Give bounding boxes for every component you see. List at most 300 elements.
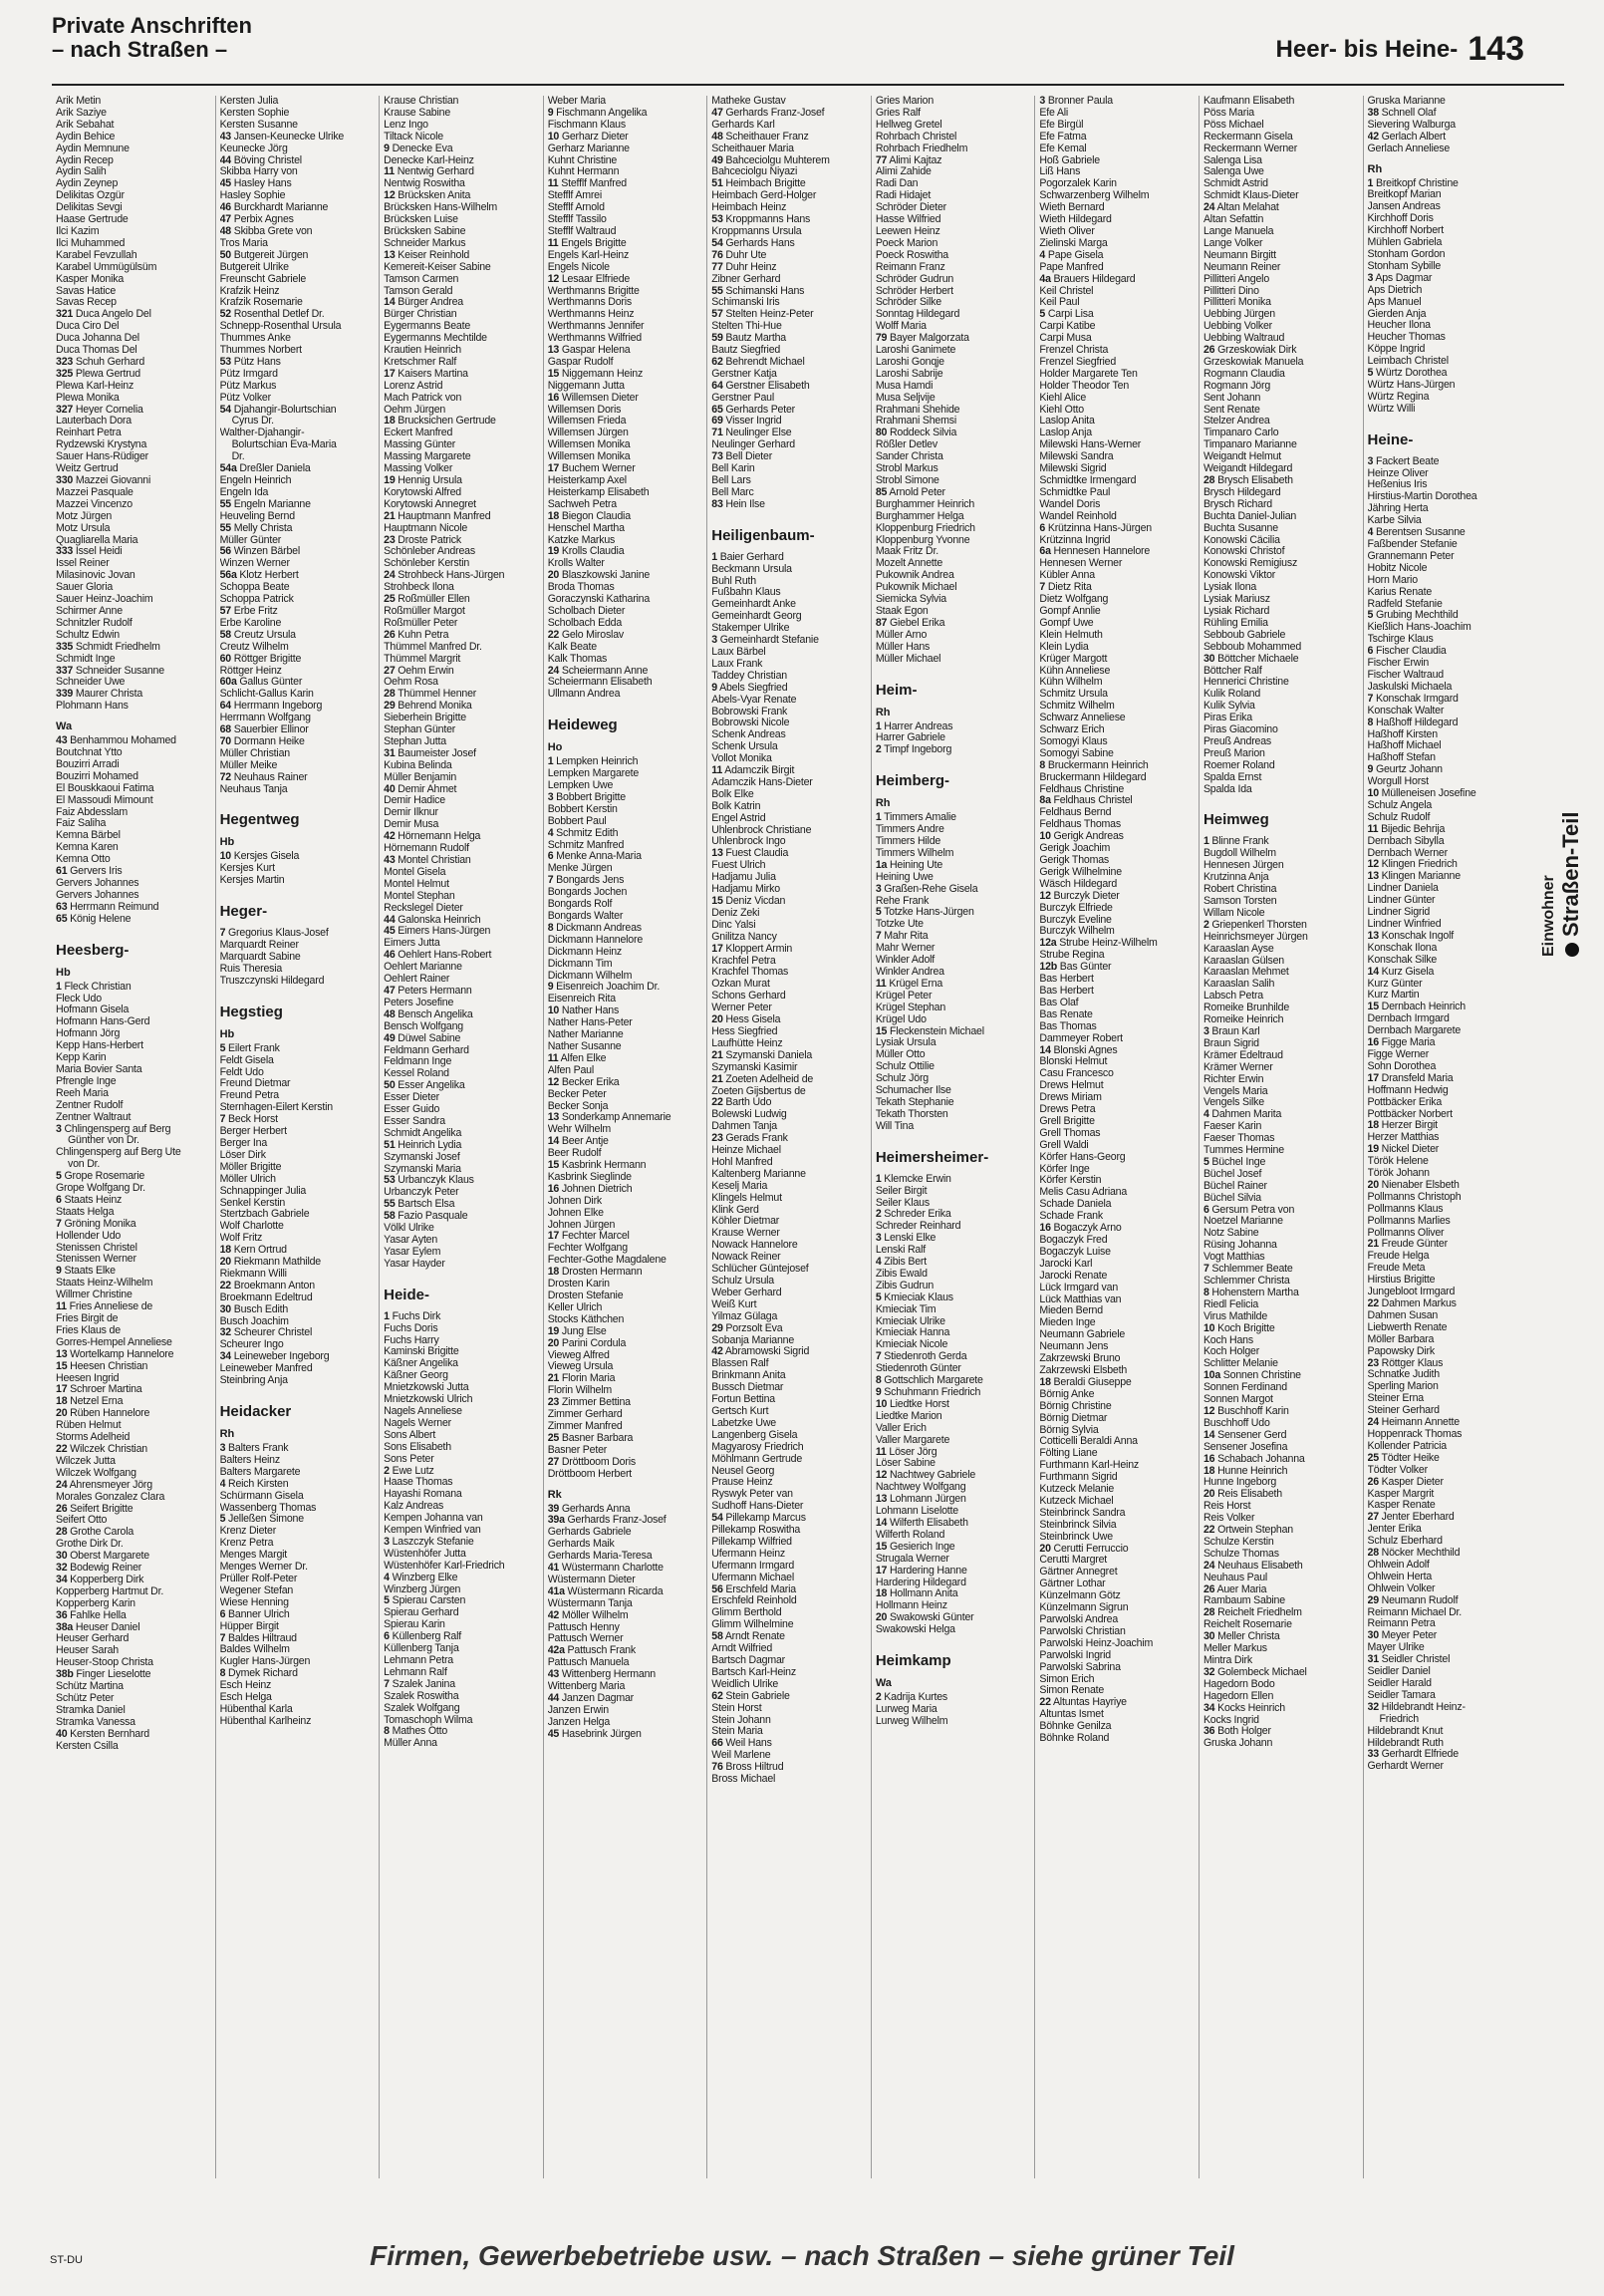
resident-name: Ryswyk Peter van bbox=[711, 1489, 793, 1501]
resident-name: Schlitter Melanie bbox=[1203, 1358, 1278, 1370]
resident-entry bbox=[548, 959, 703, 971]
resident-name: Salenga Uwe bbox=[1203, 166, 1264, 178]
resident-name: Brucksichen Gertrude bbox=[398, 416, 496, 428]
resident-entry bbox=[384, 1655, 539, 1667]
resident-entry bbox=[56, 1681, 211, 1693]
resident-name: Dahmen Susan bbox=[1367, 1309, 1439, 1321]
resident-entry bbox=[1203, 1382, 1359, 1394]
resident-name: Aydin Salih bbox=[56, 166, 107, 178]
house-number: 46 bbox=[384, 950, 396, 962]
resident-name: Sonnen Ferdinand bbox=[1203, 1382, 1287, 1394]
resident-name: Brinkmann Anita bbox=[711, 1370, 786, 1382]
house-number: 6a bbox=[1039, 546, 1051, 558]
resident-name: Hasley Hans bbox=[233, 178, 292, 190]
resident-name: Liedtke Horst bbox=[889, 1398, 949, 1410]
resident-name: Gesierich Inge bbox=[889, 1541, 955, 1553]
resident-entry bbox=[548, 1705, 703, 1717]
directory-column bbox=[871, 96, 1035, 2178]
resident-entry bbox=[711, 908, 867, 920]
house-number: 5 bbox=[219, 1042, 226, 1054]
resident-name: Sander Christa bbox=[875, 451, 943, 463]
resident-name: Finger Lieselotte bbox=[76, 1669, 151, 1681]
house-number: 43 bbox=[219, 131, 231, 143]
resident-name: Holder Margarete Ten bbox=[1039, 368, 1138, 380]
resident-entry bbox=[876, 1327, 1031, 1339]
house-number: 72 bbox=[219, 771, 231, 783]
resident-entry bbox=[711, 1394, 867, 1406]
resident-name: Feldt Udo bbox=[219, 1066, 264, 1078]
resident-entry bbox=[56, 1408, 211, 1420]
resident-name: Hoß Gabriele bbox=[1039, 154, 1100, 166]
resident-name: Heyer Cornelia bbox=[75, 404, 143, 416]
resident-name: Gervers Johannes bbox=[56, 889, 139, 901]
resident-entry bbox=[876, 345, 1031, 357]
resident-entry bbox=[1368, 718, 1523, 729]
district-code: Wa bbox=[875, 1677, 892, 1690]
resident-entry bbox=[1203, 202, 1359, 214]
resident-name: Schons Gerhard bbox=[711, 991, 786, 1003]
resident-name: Pollmanns Christoph bbox=[1367, 1191, 1462, 1203]
resident-name: Drews Petra bbox=[1039, 1104, 1096, 1116]
resident-entry bbox=[711, 741, 867, 753]
resident-entry bbox=[1039, 1436, 1195, 1448]
resident-name: Körfer Hans-Georg bbox=[1039, 1151, 1126, 1163]
resident-entry bbox=[1368, 1369, 1523, 1381]
house-number: 1 bbox=[1203, 836, 1209, 848]
resident-name: Werthmanns Heinz bbox=[547, 309, 635, 321]
resident-name: Pape Gisela bbox=[1047, 249, 1104, 261]
resident-name: Werthmanns Jennifer bbox=[547, 321, 645, 333]
house-number: 1a bbox=[875, 859, 888, 871]
resident-entry bbox=[711, 1561, 867, 1573]
resident-name: Eygermanns Mechtilde bbox=[384, 333, 487, 345]
resident-entry bbox=[876, 1482, 1031, 1494]
resident-entry bbox=[711, 202, 867, 214]
resident-entry bbox=[56, 606, 211, 618]
resident-name: Kmieciak Nicole bbox=[875, 1339, 948, 1351]
resident-name: Pfrengle Inge bbox=[56, 1075, 117, 1087]
resident-name: Hasse Wilfried bbox=[875, 214, 941, 226]
resident-name: Winzen Bärbel bbox=[233, 546, 300, 558]
house-number: 3 bbox=[875, 1233, 882, 1245]
resident-name: Koch Hans bbox=[1203, 1334, 1253, 1346]
resident-name: Rüben Helmut bbox=[56, 1420, 122, 1432]
resident-name: Timmers Hilde bbox=[875, 836, 941, 848]
resident-name: Haase Gertrude bbox=[56, 214, 129, 226]
resident-name: Heinrich Lydia bbox=[398, 1139, 462, 1151]
resident-entry bbox=[220, 1467, 376, 1479]
resident-entry bbox=[1368, 309, 1523, 321]
resident-name: Gersum Petra von bbox=[1211, 1204, 1295, 1216]
resident-name: Kopperberg Hartmut Dr. bbox=[56, 1585, 164, 1597]
resident-name: Menke Jürgen bbox=[547, 863, 613, 875]
resident-entry bbox=[1203, 487, 1359, 499]
resident-entry bbox=[1039, 321, 1195, 333]
resident-name: Altuntas Hayriye bbox=[1052, 1697, 1127, 1709]
resident-name: Menges Margit bbox=[219, 1550, 288, 1562]
resident-entry bbox=[876, 1269, 1031, 1281]
resident-entry bbox=[56, 1586, 211, 1598]
house-number: 14 bbox=[1367, 966, 1379, 978]
resident-name: Bouzirri Mohamed bbox=[56, 770, 138, 782]
district-code: Rh bbox=[219, 1428, 235, 1440]
resident-name: Willam Nicole bbox=[1203, 907, 1265, 919]
resident-name: Kloppenburg Friedrich bbox=[875, 522, 975, 534]
resident-entry bbox=[711, 576, 867, 588]
resident-name: Notz Sabine bbox=[1203, 1228, 1259, 1240]
resident-entry bbox=[1203, 1299, 1359, 1311]
resident-name: Fazio Pasquale bbox=[398, 1211, 468, 1223]
resident-name: Stein Johann bbox=[711, 1714, 771, 1726]
resident-entry bbox=[1039, 1341, 1195, 1353]
resident-name: Kempen Winfried van bbox=[384, 1525, 481, 1537]
resident-entry bbox=[56, 226, 211, 238]
resident-name: Mieden Inge bbox=[1039, 1317, 1096, 1329]
resident-entry bbox=[548, 875, 703, 887]
resident-name: Montel Helmut bbox=[384, 878, 449, 890]
resident-entry bbox=[711, 144, 867, 155]
resident-entry bbox=[876, 286, 1031, 298]
resident-entry bbox=[1039, 807, 1195, 819]
house-number: 19 bbox=[384, 475, 396, 486]
resident-name: Gerhards Peter bbox=[725, 404, 796, 416]
resident-entry bbox=[1368, 1002, 1523, 1013]
resident-entry bbox=[876, 108, 1031, 120]
resident-entry bbox=[1203, 701, 1359, 713]
resident-entry bbox=[1039, 1413, 1195, 1425]
resident-entry bbox=[220, 689, 376, 701]
resident-entry bbox=[384, 1513, 539, 1525]
resident-name: Hollmann Anita bbox=[889, 1588, 958, 1600]
house-number: 16 bbox=[1203, 1453, 1215, 1465]
house-number: 41a bbox=[547, 1585, 565, 1597]
resident-name: Yilmaz Gülaga bbox=[711, 1310, 778, 1322]
resident-entry bbox=[548, 1373, 703, 1385]
resident-entry bbox=[711, 1346, 867, 1358]
resident-name: Stephan Günter bbox=[384, 724, 456, 736]
resident-name: Perbix Agnes bbox=[233, 214, 294, 226]
resident-entry bbox=[548, 816, 703, 828]
house-number: 12 bbox=[547, 1076, 560, 1088]
resident-name: Engels Nicole bbox=[547, 261, 610, 273]
resident-entry bbox=[876, 511, 1031, 523]
resident-name: Kugler Hans-Jürgen bbox=[219, 1656, 311, 1668]
resident-name: Würtz Dorothea bbox=[1375, 368, 1448, 380]
resident-name: Kaltenberg Marianne bbox=[711, 1168, 806, 1180]
resident-entry bbox=[1203, 1276, 1359, 1288]
resident-name: Hörnemann Helga bbox=[398, 831, 481, 843]
resident-name: Steinbrinck Silvia bbox=[1039, 1519, 1117, 1531]
house-number: 32 bbox=[56, 1563, 68, 1575]
resident-name: Sensener Gerd bbox=[1217, 1429, 1287, 1441]
resident-entry bbox=[56, 982, 211, 994]
house-number: 25 bbox=[384, 594, 396, 606]
house-number: 58 bbox=[711, 1631, 723, 1643]
resident-entry bbox=[56, 1231, 211, 1243]
resident-name: Willemsen Frieda bbox=[547, 416, 627, 428]
house-number: 47 bbox=[711, 107, 723, 119]
resident-name: Deniz Zeki bbox=[711, 907, 760, 919]
resident-entry bbox=[220, 1078, 376, 1090]
resident-entry bbox=[1039, 677, 1195, 689]
resident-name: Freude Helga bbox=[1367, 1251, 1430, 1263]
resident-entry bbox=[876, 1049, 1031, 1061]
resident-name: Krutzinna Anja bbox=[1203, 872, 1269, 884]
resident-name: Prause Heinz bbox=[711, 1477, 773, 1489]
resident-name: Gottschlich Margarete bbox=[884, 1375, 983, 1387]
resident-name: Pollmanns Marlies bbox=[1367, 1215, 1451, 1227]
resident-entry bbox=[1039, 214, 1195, 226]
resident-name: Barth Udo bbox=[725, 1097, 772, 1109]
house-number: 7 bbox=[219, 1114, 226, 1126]
resident-entry bbox=[1203, 1228, 1359, 1240]
resident-name: Dammeyer Robert bbox=[1039, 1032, 1123, 1044]
house-number: 7 bbox=[1367, 693, 1374, 705]
resident-entry bbox=[711, 1466, 867, 1478]
resident-entry bbox=[548, 804, 703, 816]
resident-entry bbox=[548, 863, 703, 875]
resident-name: Ufermann Irmgard bbox=[711, 1560, 795, 1572]
resident-entry bbox=[56, 747, 211, 759]
resident-entry bbox=[1203, 1691, 1359, 1703]
resident-entry bbox=[1368, 1346, 1523, 1358]
street-heading: Heimweg bbox=[1203, 811, 1269, 829]
resident-name: Schmidt Friedhelm bbox=[75, 641, 160, 653]
resident-entry bbox=[548, 1029, 703, 1041]
house-number: 80 bbox=[875, 428, 888, 439]
resident-name: Löser Dirk bbox=[219, 1149, 266, 1161]
resident-entry bbox=[220, 558, 376, 570]
resident-entry bbox=[548, 1361, 703, 1373]
resident-name: Aydin Recep bbox=[56, 154, 114, 166]
resident-name: Bross Michael bbox=[711, 1774, 776, 1786]
house-number: 49 bbox=[711, 154, 723, 166]
resident-entry bbox=[220, 1339, 376, 1351]
resident-entry bbox=[548, 887, 703, 899]
resident-name: Herzer Matthias bbox=[1367, 1132, 1440, 1144]
resident-name: Müller Michael bbox=[875, 653, 941, 665]
resident-name: Noetzel Marianne bbox=[1203, 1216, 1283, 1228]
resident-name: Szalek Roswitha bbox=[384, 1690, 459, 1702]
resident-name: Broda Thomas bbox=[547, 582, 615, 594]
resident-name: Pattusch Manuela bbox=[547, 1657, 630, 1669]
resident-entry bbox=[711, 611, 867, 623]
resident-name: Kalk Thomas bbox=[547, 653, 608, 665]
resident-entry bbox=[876, 1109, 1031, 1121]
resident-name: Bas Renate bbox=[1039, 1008, 1093, 1020]
resident-name: Zoeten Adelheid de bbox=[725, 1073, 814, 1085]
resident-name: Hirstius-Martin Dorothea bbox=[1367, 491, 1477, 503]
resident-name: Balters Frank bbox=[228, 1443, 289, 1454]
resident-name: Romeike Heinrich bbox=[1203, 1014, 1284, 1026]
house-number: 48 bbox=[711, 131, 723, 143]
resident-entry bbox=[548, 582, 703, 594]
resident-name: Herrmann Ingeborg bbox=[233, 701, 323, 713]
resident-name: Hellweg Gretel bbox=[875, 119, 942, 131]
resident-name: Fries Klaus de bbox=[56, 1324, 121, 1336]
resident-entry bbox=[384, 1477, 539, 1489]
resident-entry bbox=[384, 606, 539, 618]
resident-entry bbox=[56, 108, 211, 120]
resident-name: Krämer Edeltraud bbox=[1203, 1049, 1283, 1061]
resident-name: Löser Sabine bbox=[875, 1458, 936, 1470]
house-number: 6 bbox=[1203, 1204, 1209, 1216]
resident-entry bbox=[56, 666, 211, 678]
resident-entry bbox=[876, 439, 1031, 451]
resident-entry bbox=[220, 952, 376, 964]
resident-name: Blaszkowski Janine bbox=[561, 570, 651, 582]
resident-name: Stonham Gordon bbox=[1367, 248, 1446, 260]
resident-entry bbox=[1039, 166, 1195, 178]
house-number: 17 bbox=[711, 943, 723, 955]
resident-name: Neuhaus Rainer bbox=[233, 771, 308, 783]
resident-name: Haßhoff Stefan bbox=[1367, 752, 1436, 764]
resident-name: El Bouskkaoui Fatima bbox=[56, 782, 154, 794]
resident-entry bbox=[1203, 689, 1359, 701]
resident-name: Kaufmann Elisabeth bbox=[1203, 96, 1295, 107]
resident-name: Ilci Muhammed bbox=[56, 237, 126, 249]
resident-entry bbox=[56, 1527, 211, 1539]
resident-entry bbox=[220, 238, 376, 250]
resident-entry bbox=[876, 884, 1031, 896]
resident-name: Duhr Heinz bbox=[725, 261, 777, 273]
resident-name: Arik Sebahat bbox=[56, 119, 115, 131]
resident-name: Duca Johanna Del bbox=[56, 333, 139, 345]
resident-entry bbox=[711, 1276, 867, 1288]
resident-name: Steiner Gerhard bbox=[1367, 1405, 1440, 1417]
house-number: 11 bbox=[547, 1052, 559, 1064]
resident-entry bbox=[1368, 967, 1523, 979]
resident-entry bbox=[384, 998, 539, 1009]
resident-name: Lysiak Ilona bbox=[1203, 582, 1257, 594]
resident-entry bbox=[56, 381, 211, 393]
resident-name: Somogyi Klaus bbox=[1039, 735, 1108, 747]
resident-entry bbox=[876, 1061, 1031, 1073]
resident-entry bbox=[384, 155, 539, 167]
resident-entry bbox=[1203, 1074, 1359, 1086]
house-number: 47 bbox=[384, 985, 396, 997]
resident-entry bbox=[548, 1208, 703, 1220]
resident-name: Hess Siegfried bbox=[711, 1025, 778, 1037]
resident-name: Spalda Ida bbox=[1203, 783, 1252, 795]
house-number: 21 bbox=[711, 1073, 723, 1085]
resident-name: Oehm Erwin bbox=[398, 665, 454, 677]
resident-entry bbox=[384, 1667, 539, 1679]
resident-name: Motz Ursula bbox=[56, 522, 111, 534]
resident-name: Drosten Karin bbox=[547, 1279, 610, 1291]
resident-entry bbox=[384, 713, 539, 724]
resident-name: Engel Astrid bbox=[711, 812, 766, 824]
resident-name: Pattusch Henny bbox=[547, 1621, 620, 1633]
resident-name: Karabel Fevzullah bbox=[56, 249, 137, 261]
resident-entry bbox=[1203, 872, 1359, 884]
resident-entry bbox=[1203, 345, 1359, 357]
resident-entry bbox=[1203, 860, 1359, 872]
resident-entry bbox=[1368, 1120, 1523, 1132]
resident-entry bbox=[1368, 404, 1523, 416]
resident-name: Cerutti Ferruccio bbox=[1053, 1543, 1129, 1555]
resident-entry bbox=[1203, 1631, 1359, 1643]
resident-entry bbox=[220, 1233, 376, 1245]
resident-entry bbox=[876, 274, 1031, 286]
house-number: 43 bbox=[384, 855, 396, 866]
resident-entry bbox=[1203, 262, 1359, 274]
resident-name: Ahrensmeyer Jörg bbox=[69, 1479, 152, 1491]
resident-entry bbox=[1203, 546, 1359, 558]
house-number: 39a bbox=[547, 1515, 565, 1527]
resident-name: Golembeck Michael bbox=[1217, 1666, 1307, 1678]
resident-entry bbox=[1368, 1037, 1523, 1049]
resident-name: Harrer Gabriele bbox=[875, 732, 945, 744]
resident-name: Grothe Dirk Dr. bbox=[56, 1539, 124, 1551]
house-number: 1 bbox=[711, 551, 717, 563]
resident-entry bbox=[1368, 1726, 1523, 1738]
resident-name: Lück Matthias van bbox=[1039, 1293, 1122, 1305]
resident-name: Neumann Gabriele bbox=[1039, 1329, 1126, 1341]
resident-entry bbox=[56, 523, 211, 535]
resident-name: Böttcher Michaele bbox=[1217, 653, 1299, 665]
resident-name: Gerlach Albert bbox=[1381, 131, 1446, 143]
resident-entry bbox=[876, 166, 1031, 178]
resident-name: Schenk Ursula bbox=[711, 741, 778, 753]
house-number: 15 bbox=[875, 1541, 888, 1553]
house-number: 52 bbox=[219, 309, 231, 321]
resident-entry bbox=[876, 1245, 1031, 1257]
resident-entry bbox=[548, 1457, 703, 1469]
resident-entry bbox=[711, 1228, 867, 1240]
resident-entry bbox=[1039, 1484, 1195, 1496]
resident-entry bbox=[711, 552, 867, 564]
resident-name: Harrer Andreas bbox=[884, 720, 953, 732]
resident-name: Stenissen Werner bbox=[56, 1254, 136, 1266]
resident-name: Reis Volker bbox=[1203, 1513, 1255, 1525]
resident-name: Nather Susanne bbox=[547, 1040, 622, 1052]
resident-name: Gärtner Lothar bbox=[1039, 1578, 1106, 1590]
resident-name: Kiehl Otto bbox=[1039, 404, 1084, 416]
resident-entry bbox=[384, 1549, 539, 1561]
resident-entry bbox=[876, 475, 1031, 487]
house-number: 50 bbox=[384, 1080, 396, 1092]
resident-name: Heucher Thomas bbox=[1367, 332, 1446, 344]
resident-entry bbox=[876, 321, 1031, 333]
resident-name: Preuß Marion bbox=[1203, 747, 1265, 759]
resident-name: Somogyi Sabine bbox=[1039, 747, 1114, 759]
resident-name: Nentwig Roswitha bbox=[384, 178, 465, 190]
resident-entry bbox=[1368, 1642, 1523, 1654]
resident-name: Plewa Karl-Heinz bbox=[56, 380, 134, 392]
resident-name: Wilczek Wolfgang bbox=[56, 1467, 136, 1479]
district-code: Rh bbox=[1367, 162, 1383, 175]
resident-entry bbox=[548, 1005, 703, 1017]
resident-name: Bobrowski Frank bbox=[711, 706, 788, 718]
house-number: 330 bbox=[56, 475, 74, 486]
house-number: 4 bbox=[1367, 527, 1374, 539]
house-number: 85 bbox=[875, 486, 888, 498]
resident-name: Mnietzkowski Jutta bbox=[384, 1382, 469, 1394]
resident-name: Bensch Angelika bbox=[398, 1008, 473, 1020]
resident-entry bbox=[711, 599, 867, 611]
resident-entry bbox=[1368, 1358, 1523, 1370]
resident-entry bbox=[220, 784, 376, 796]
resident-entry bbox=[1368, 344, 1523, 356]
resident-entry bbox=[711, 920, 867, 932]
resident-entry bbox=[384, 1489, 539, 1501]
resident-entry bbox=[1039, 1496, 1195, 1508]
resident-entry bbox=[1039, 226, 1195, 238]
house-number: 59 bbox=[711, 333, 723, 345]
house-number: 36 bbox=[1203, 1726, 1215, 1738]
house-number: 18 bbox=[1203, 1465, 1215, 1477]
